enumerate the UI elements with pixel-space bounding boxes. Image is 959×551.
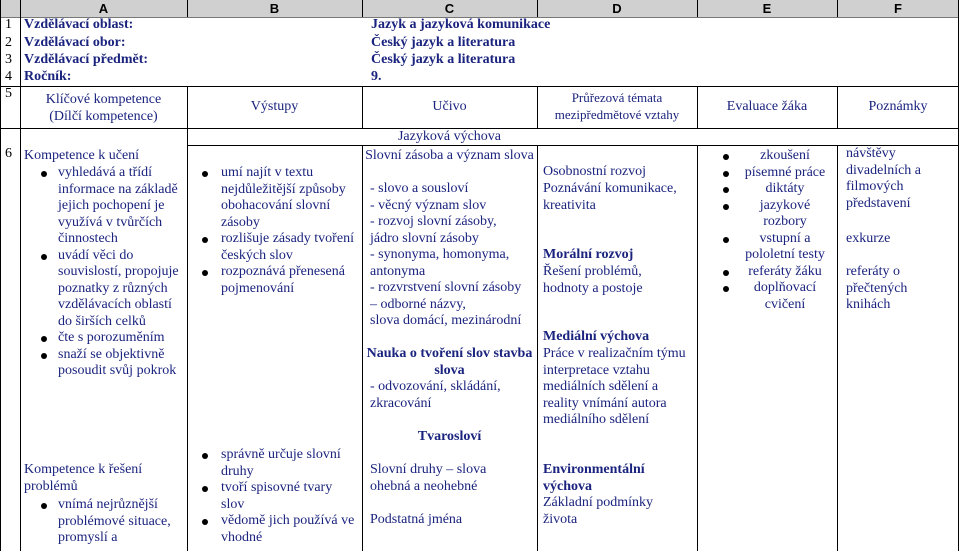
- list-item: tvoří spisovné tvary slov: [183, 480, 355, 513]
- list-item: rozlišuje zásady tvoření českých slov: [183, 231, 355, 264]
- value-subject: Český jazyk a literatura: [371, 52, 516, 67]
- list-item: čte s porozuměním: [24, 330, 179, 347]
- row-number: 2: [5, 35, 12, 50]
- competence-problem-title: Kompetence k řešení problémů: [24, 462, 143, 494]
- list-item: snaží se objektivně posoudit svůj pokrok: [24, 347, 179, 380]
- row-number: 6: [5, 146, 12, 161]
- list-item: vyhledává a třídí informace na základě jejich pochopení je využívá v tvůrčích činnostech: [24, 165, 179, 248]
- list-item: vnímá nejrůznější problémové situace, promyslí a: [24, 497, 179, 547]
- header-evaluation: Evaluace žáka: [726, 99, 808, 114]
- curriculum-title-morphology: Tvarosloví: [417, 429, 482, 444]
- list-item: uvádí věci do souvislostí, propojuje poznatky z různých vzdělávacích oblastí do širších celků: [24, 248, 179, 331]
- note-theatre-visits: návštěvy divadelních a filmových představení: [846, 146, 922, 211]
- theme-text-environment: Základní podmínky života: [543, 495, 654, 527]
- label-subject: Vzdělávací předmět:: [24, 52, 149, 67]
- curriculum-title-word-formation: Nauka o tvoření slov stavba slova: [366, 346, 533, 378]
- theme-text-personal: Poznávání komunikace, kreativita: [543, 181, 677, 213]
- curriculum-morphology-items: Slovní druhy – slova ohebná a neohebné: [370, 462, 487, 494]
- note-book-reports: referáty o přečtených knihách: [846, 264, 908, 312]
- grid-line: [837, 0, 838, 17]
- outputs-list-1: [183, 165, 355, 297]
- row-number: 4: [5, 69, 12, 84]
- label-educational-area: Vzdělávací oblast:: [24, 17, 134, 32]
- column-header-a[interactable]: A: [98, 1, 109, 16]
- list-item: vědomě jich používá ve vhodné: [183, 513, 355, 546]
- list-item: správně určuje slovní druhy: [183, 447, 355, 480]
- competence-learning-title: Kompetence k učení: [24, 148, 140, 163]
- grid-line: [537, 145, 538, 551]
- header-curriculum: Učivo: [432, 99, 467, 114]
- row-number: 3: [5, 52, 12, 67]
- label-grade: Ročník:: [24, 69, 72, 84]
- list-item: jazykové rozbory: [706, 198, 830, 231]
- column-header-f[interactable]: F: [894, 1, 902, 16]
- list-item: vstupní a pololetní testy: [706, 231, 830, 264]
- theme-text-moral: Řešení problémů, hodnoty a postoje: [543, 264, 643, 296]
- list-item: písemné práce: [706, 165, 830, 182]
- competence-problem-list: [24, 497, 179, 547]
- grid-line: [0, 0, 1, 551]
- grid-line: [697, 0, 698, 17]
- theme-title-personal: Osobnostní rozvoj: [543, 164, 647, 179]
- section-language-education: Jazyková výchova: [397, 129, 502, 144]
- column-header-row: [0, 0, 959, 18]
- row-number: 1: [5, 17, 12, 32]
- theme-title-environment: Environmentální výchova: [543, 462, 645, 494]
- theme-title-moral: Morální rozvoj: [543, 247, 634, 262]
- note-excursion: exkurze: [846, 231, 891, 246]
- grid-line: [0, 86, 959, 87]
- row-number: 5: [5, 86, 12, 101]
- value-grade: 9.: [371, 69, 382, 84]
- list-item: zkoušení: [706, 148, 830, 165]
- value-educational-field: Český jazyk a literatura: [371, 35, 516, 50]
- header-cross-themes: Průřezová témata mezipředmětové vztahy: [554, 90, 680, 122]
- competence-learning-list: [24, 165, 179, 380]
- grid-line: [20, 0, 21, 551]
- grid-line: [187, 145, 959, 146]
- list-item: referáty žáku: [706, 264, 830, 281]
- list-item: umí najít v textu nejdůležitější způsoby obohacování slovní zásoby: [183, 165, 355, 231]
- column-header-d[interactable]: D: [612, 1, 622, 16]
- header-competences: Klíčové kompetence (Dílčí kompetence): [45, 92, 162, 124]
- grid-line: [362, 0, 363, 17]
- theme-title-media: Mediální výchova: [543, 329, 650, 344]
- column-header-b[interactable]: B: [269, 1, 280, 16]
- curriculum-nouns: Podstatná jména: [370, 512, 463, 527]
- list-item: doplňovací cvičení: [706, 280, 830, 313]
- column-header-c[interactable]: C: [444, 1, 455, 16]
- grid-line: [537, 0, 538, 17]
- evaluation-list: [706, 148, 830, 313]
- list-item: rozpoznává přenesená pojmenování: [183, 264, 355, 297]
- grid-line: [697, 145, 698, 551]
- theme-text-media: Práce v realizačním týmu interpretace vztahu mediálních sdělení a reality vnímání autora mediálního sdělení: [543, 346, 686, 427]
- value-educational-area: Jazyk a jazyková komunikace: [371, 17, 551, 32]
- label-educational-field: Vzdělávací obor:: [24, 35, 126, 50]
- curriculum-title-vocabulary: Slovní zásoba a význam slova: [365, 148, 534, 163]
- outputs-list-2: [183, 447, 355, 546]
- header-outputs: Výstupy: [250, 99, 299, 114]
- grid-line: [837, 145, 838, 551]
- curriculum-vocabulary-items: - slovo a sousloví - věcný význam slov - rozvoj slovní zásoby, jádro slovní zásoby - synonyma, homonyma, antonyma - rozvrstvení slovní zásoby – odborné názvy, slova domácí, mezinárodní: [370, 181, 522, 328]
- grid-line: [187, 0, 188, 17]
- column-header-e[interactable]: E: [762, 1, 772, 16]
- curriculum-word-formation-items: - odvozování, skládání, zkracování: [370, 379, 501, 411]
- list-item: diktáty: [706, 181, 830, 198]
- header-notes: Poznámky: [868, 99, 928, 114]
